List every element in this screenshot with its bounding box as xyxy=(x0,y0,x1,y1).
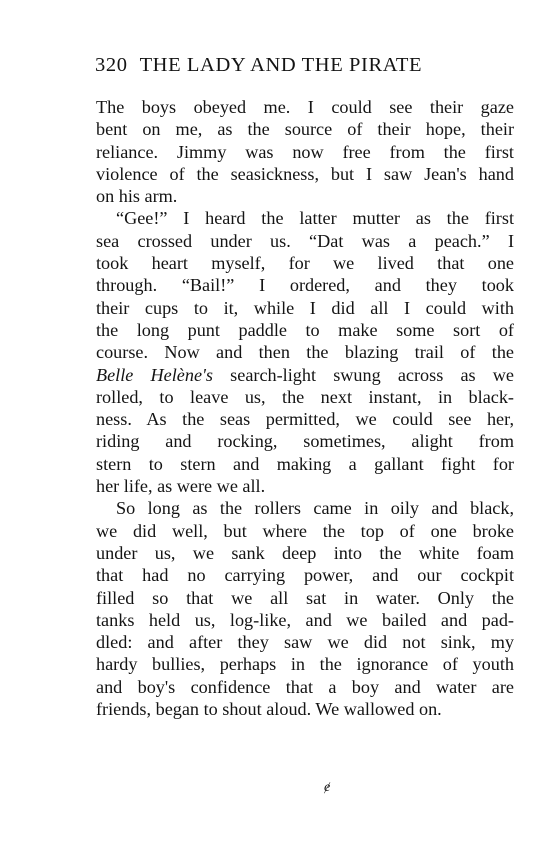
running-header xyxy=(95,54,422,77)
text-line: through. “Bail!” I ordered, and they took xyxy=(96,275,514,296)
page-number: 320 xyxy=(95,54,128,76)
text-line: hardy bullies, perhaps in the ignorance of youth xyxy=(96,654,514,675)
text-line: rolled, to leave us, the next instant, in black- xyxy=(96,386,514,407)
text-line: sea crossed under us. “Dat was a peach.” I xyxy=(96,230,514,251)
text-line: reliance. Jimmy was now free from the first xyxy=(96,141,514,162)
text-line: bent on me, as the source of their hope, their xyxy=(96,119,514,140)
running-title: THE LADY AND THE PIRATE xyxy=(139,54,423,76)
text-line: her life, as were we all. xyxy=(96,476,266,497)
text-line: friends, began to shout aloud. We wallowed on. xyxy=(96,699,442,720)
text-line: So long as the rollers came in oily and black, xyxy=(116,498,514,519)
text-line: The boys obeyed me. I could see their gaze xyxy=(96,97,514,117)
text-line xyxy=(96,364,514,386)
text-line: “Gee!” I heard the latter mutter as the first xyxy=(116,208,514,229)
text-line: dled: and after they saw we did not sink, my xyxy=(96,632,514,653)
text-line: that had no carrying power, and our cockpit xyxy=(96,565,514,586)
text-line: riding and rocking, sometimes, alight from xyxy=(96,431,514,452)
text-line: ness. As the seas permitted, we could see her, xyxy=(96,409,514,430)
text-line: filled so that we all sat in water. Only the xyxy=(96,587,514,608)
text-line: course. Now and then the blazing trail of the xyxy=(96,342,514,363)
text-line: stern to stern and making a gallant fight for xyxy=(96,453,514,474)
text-line: tanks held us, log-like, and we bailed and pad- xyxy=(96,609,514,630)
text-line-rest: search-light swung across as we xyxy=(230,364,514,385)
text-line: we did well, but where the top of one broke xyxy=(96,520,514,541)
body-text xyxy=(96,96,514,720)
text-line: and boy's confidence that a boy and water are xyxy=(96,676,514,697)
text-line: took heart myself, for we lived that one xyxy=(96,253,514,274)
text-line: under us, we sank deep into the white foam xyxy=(96,542,514,563)
text-line: on his arm. xyxy=(96,186,178,207)
text-line: their cups to it, while I did all I could with xyxy=(96,297,514,318)
text-line: violence of the seasickness, but I saw Jean's hand xyxy=(96,163,514,184)
text-line: the long punt paddle to make some sort of xyxy=(96,319,514,340)
signature-mark: ɇ xyxy=(324,780,331,795)
ship-name: Belle Helène's xyxy=(96,364,213,385)
